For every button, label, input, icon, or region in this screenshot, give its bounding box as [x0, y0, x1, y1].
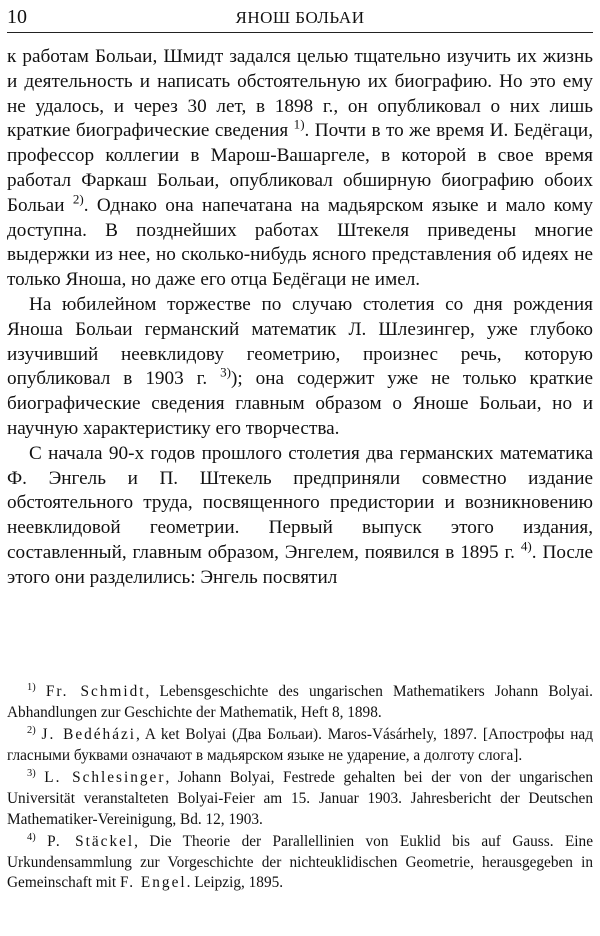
footnote-2-mark: 2)	[27, 725, 36, 737]
footnote-2	[7, 725, 593, 766]
paragraph-2	[7, 293, 593, 442]
footnote-3-author: L. Schlesinger	[44, 769, 166, 787]
footnote-2-text: , A ket Bolyai (Два Больаи). Maros-Vásárhely, 1897. [Апострофы над гласными буквами означают в мадьярском языке не ударение, а долготу слога].	[7, 726, 593, 764]
main-text	[7, 45, 593, 591]
footnote-ref-1: 1)	[293, 117, 305, 132]
footnote-ref-4: 4)	[520, 538, 532, 554]
footnote-3	[7, 768, 593, 830]
page-number: 10	[7, 6, 27, 28]
running-head: ЯНОШ БОЛЬАИ	[235, 8, 365, 27]
paragraph-2-text: На юбилейном торжестве по случаю столетия со дня рождения Яноша Больаи германский математик Л. Шлезингер, уже глубоко изучивший неевклидову геометрию, произнес речь, которую опубликовал в 1903 г.	[7, 293, 593, 390]
footnote-4-text: , Die Theorie der Parallellinien von Euklid bis auf Gauss. Eine Urkundensammlung zur Vorgeschichte der nichteuklidischen Geometrie, herausgegeben in Gemeinschaft mit	[7, 833, 593, 892]
footnote-3-text: , Johann Bolyai, Festrede gehalten bei der von der ungarischen Universität veranstalteten Bolyai-Feier am 15. Januar 1903. Jahresbericht der Deutschen Mathematiker-Vereinigung, Bd. 12, 1903.	[7, 769, 593, 828]
footnote-1	[7, 682, 593, 723]
footnote-4-mark: 4)	[27, 832, 36, 844]
paragraph-1-text-c: . Однако она напечатана на мадьярском языке и мало кому доступна. В позднейших работах Штекеля приведены многие выдержки из нее, но сколько-нибудь ясного представления об идеях не только Яноша, но даже его отца Бедёгаци не имел.	[7, 194, 593, 291]
footnote-2-author: J. Bedéházi	[41, 726, 137, 744]
footnote-ref-3: 3)	[220, 364, 231, 380]
paragraph-3	[7, 442, 593, 591]
paragraph-2-text-b: ); она содержит уже не только краткие биографические сведения главным образом о Яноше Больаи, но и научную характеристику его творчества.	[7, 368, 593, 439]
paragraph-3-text: С начала 90-х годов прошлого столетия два германских математика Ф. Энгель и П. Штекель предприняли совместно издание обстоятельного труда, посвященного предистории и возникновению неевклидовой геометрии. Первый выпуск этого издания, составленный, главным образом, Энгелем, появился в 1895 г.	[7, 442, 593, 563]
paragraph-1	[7, 45, 593, 293]
page-header	[7, 2, 593, 33]
footnote-4-author: P. Stäckel	[47, 833, 135, 851]
paragraph-1-text-b: . Почти в то же время И. Бедёгаци, профессор коллегии в Марош-Вашаргеле, в которой в свое время работал Фаркаш Больаи, опубликовал обширную биографию обоих Больаи	[7, 120, 593, 216]
footnote-ref-2: 2)	[72, 191, 84, 207]
footnote-1-mark: 1)	[27, 681, 36, 693]
paragraph-1-text: к работам Больаи, Шмидт задался целью тщательно изучить их жизнь и деятельность и написать обстоятельную их биографию. Но это ему не удалось, и через 30 лет, в 1898 г., он опубликовал о них лишь краткие биографические сведения	[7, 46, 593, 142]
footnote-4-text-2: . Leipzig, 1895.	[186, 874, 284, 892]
footnote-4	[7, 832, 593, 894]
paragraph-3-text-b: . После этого они разделились: Энгель посвятил	[7, 541, 593, 588]
footnote-1-author: Fr. Schmidt	[45, 683, 146, 700]
book-page	[7, 0, 593, 936]
footnote-4-author-2: F. Engel	[120, 874, 187, 892]
footnote-3-mark: 3)	[27, 768, 36, 780]
footnotes	[7, 682, 593, 896]
footnote-1-text: , Lebensgeschichte des ungarischen Mathematikers Johann Bolyai. Abhandlungen zur Geschichte der Mathematik, Heft 8, 1898.	[7, 683, 594, 721]
